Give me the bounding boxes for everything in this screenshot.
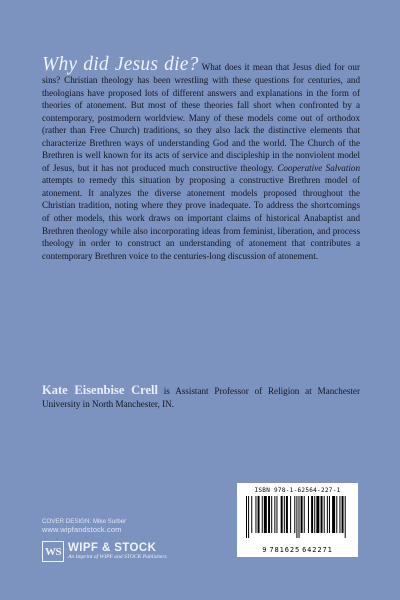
barcode-bar [342, 496, 344, 533]
barcode-bar [246, 496, 247, 538]
barcode-bar [316, 496, 319, 533]
barcode-bar [268, 496, 270, 533]
barcode-bar [332, 496, 335, 533]
author-bio-text: is Assistant Professor of Religion at Manchester University in North Manchester, IN. [42, 386, 360, 409]
barcode-bar [311, 496, 313, 533]
blurb-headline: Why did Jesus die? [42, 54, 199, 75]
blurb-text-part-1: What does it mean that Jesus died for our sins? Christian theology has been wrestling with these questions for centuries, and theologians have proposed lots of different answers and explanations in the form of theories of atonement. But most of these theories fall short when confronted by a contemporary, postmodern worldview. Many of these models come out of orthodox (rather than Free Church) traditions, so they also lack the distinctive elements that characterize Brethren ways of understanding God and the world. The Church of the Brethren is well known for its acts of service and discipleship in the nonviolent model of Jesus, but it has not produced much constructive theology. [42, 62, 360, 173]
barcode-bar [299, 496, 300, 538]
barcode-bar [314, 496, 315, 533]
author-bio [42, 384, 360, 410]
barcode-bar [294, 496, 295, 533]
barcode-bar [274, 496, 275, 533]
barcode-bar [327, 496, 328, 533]
barcode-bar [255, 496, 256, 533]
barcode-bar [281, 496, 283, 533]
publisher-tagline: An Imprint of WIPF and STOCK Publishers [68, 554, 167, 560]
barcode-digits-right: 642271 [302, 546, 333, 554]
blurb-text-part-2: attempts to remedy this situation by proposing a constructive Brethren model of atonement. It analyzes the diverse atonement models proposed throughout the Christian tradition, noting where they prove inadequate. To address the shortcomings of other models, this work draws on important claims of historical Anabaptist and Brethren theology while also incorporating ideas from feminist, liberation, and process theology in order to construct an understanding of atonement that contributes a contemporary Brethren voice to the centuries-long discussion of atonement. [42, 175, 360, 261]
publisher-logo [42, 541, 167, 562]
barcode-bar [284, 496, 285, 533]
barcode-bar [271, 496, 272, 533]
barcode-bar [276, 496, 277, 533]
barcode-digits-left: 781625 [269, 546, 301, 554]
barcode-bar [304, 496, 305, 533]
barcode-bar [336, 496, 337, 533]
barcode-digits [237, 546, 358, 554]
barcode-icon [246, 496, 349, 538]
isbn-label: ISBN 978-1-62564-227-1 [254, 487, 341, 494]
cover-credits [42, 518, 126, 535]
author-name: Kate Eisenbise Crell [42, 383, 158, 397]
back-cover-blurb [42, 55, 360, 262]
publisher-name: WIPF & STOCK [68, 542, 157, 554]
barcode-bar [290, 496, 291, 533]
publisher-logo-icon: WS [42, 541, 64, 562]
isbn-barcode [237, 483, 358, 557]
barcode-bar [286, 496, 288, 533]
barcode-bar [324, 496, 325, 533]
barcode-bar [329, 496, 330, 533]
barcode-bar [264, 496, 267, 533]
publisher-url: www.wipfandstock.com [42, 525, 122, 535]
barcode-bar [296, 496, 297, 538]
barcode-bar [339, 496, 340, 533]
barcode-bar [321, 496, 323, 533]
book-title-italic: Cooperative Salvation [277, 162, 361, 173]
cover-design-credit: COVER DESIGN: Mike Surber [42, 518, 127, 525]
barcode-bar [248, 496, 249, 538]
barcode-bar [251, 496, 252, 533]
publisher-wordmark [68, 542, 167, 561]
barcode-bar [258, 496, 260, 533]
barcode-bar [345, 496, 346, 538]
barcode-bar [308, 496, 309, 533]
barcode-bar [301, 496, 303, 533]
barcode-bar [262, 496, 263, 533]
barcode-digit-first: 9 [262, 546, 268, 554]
